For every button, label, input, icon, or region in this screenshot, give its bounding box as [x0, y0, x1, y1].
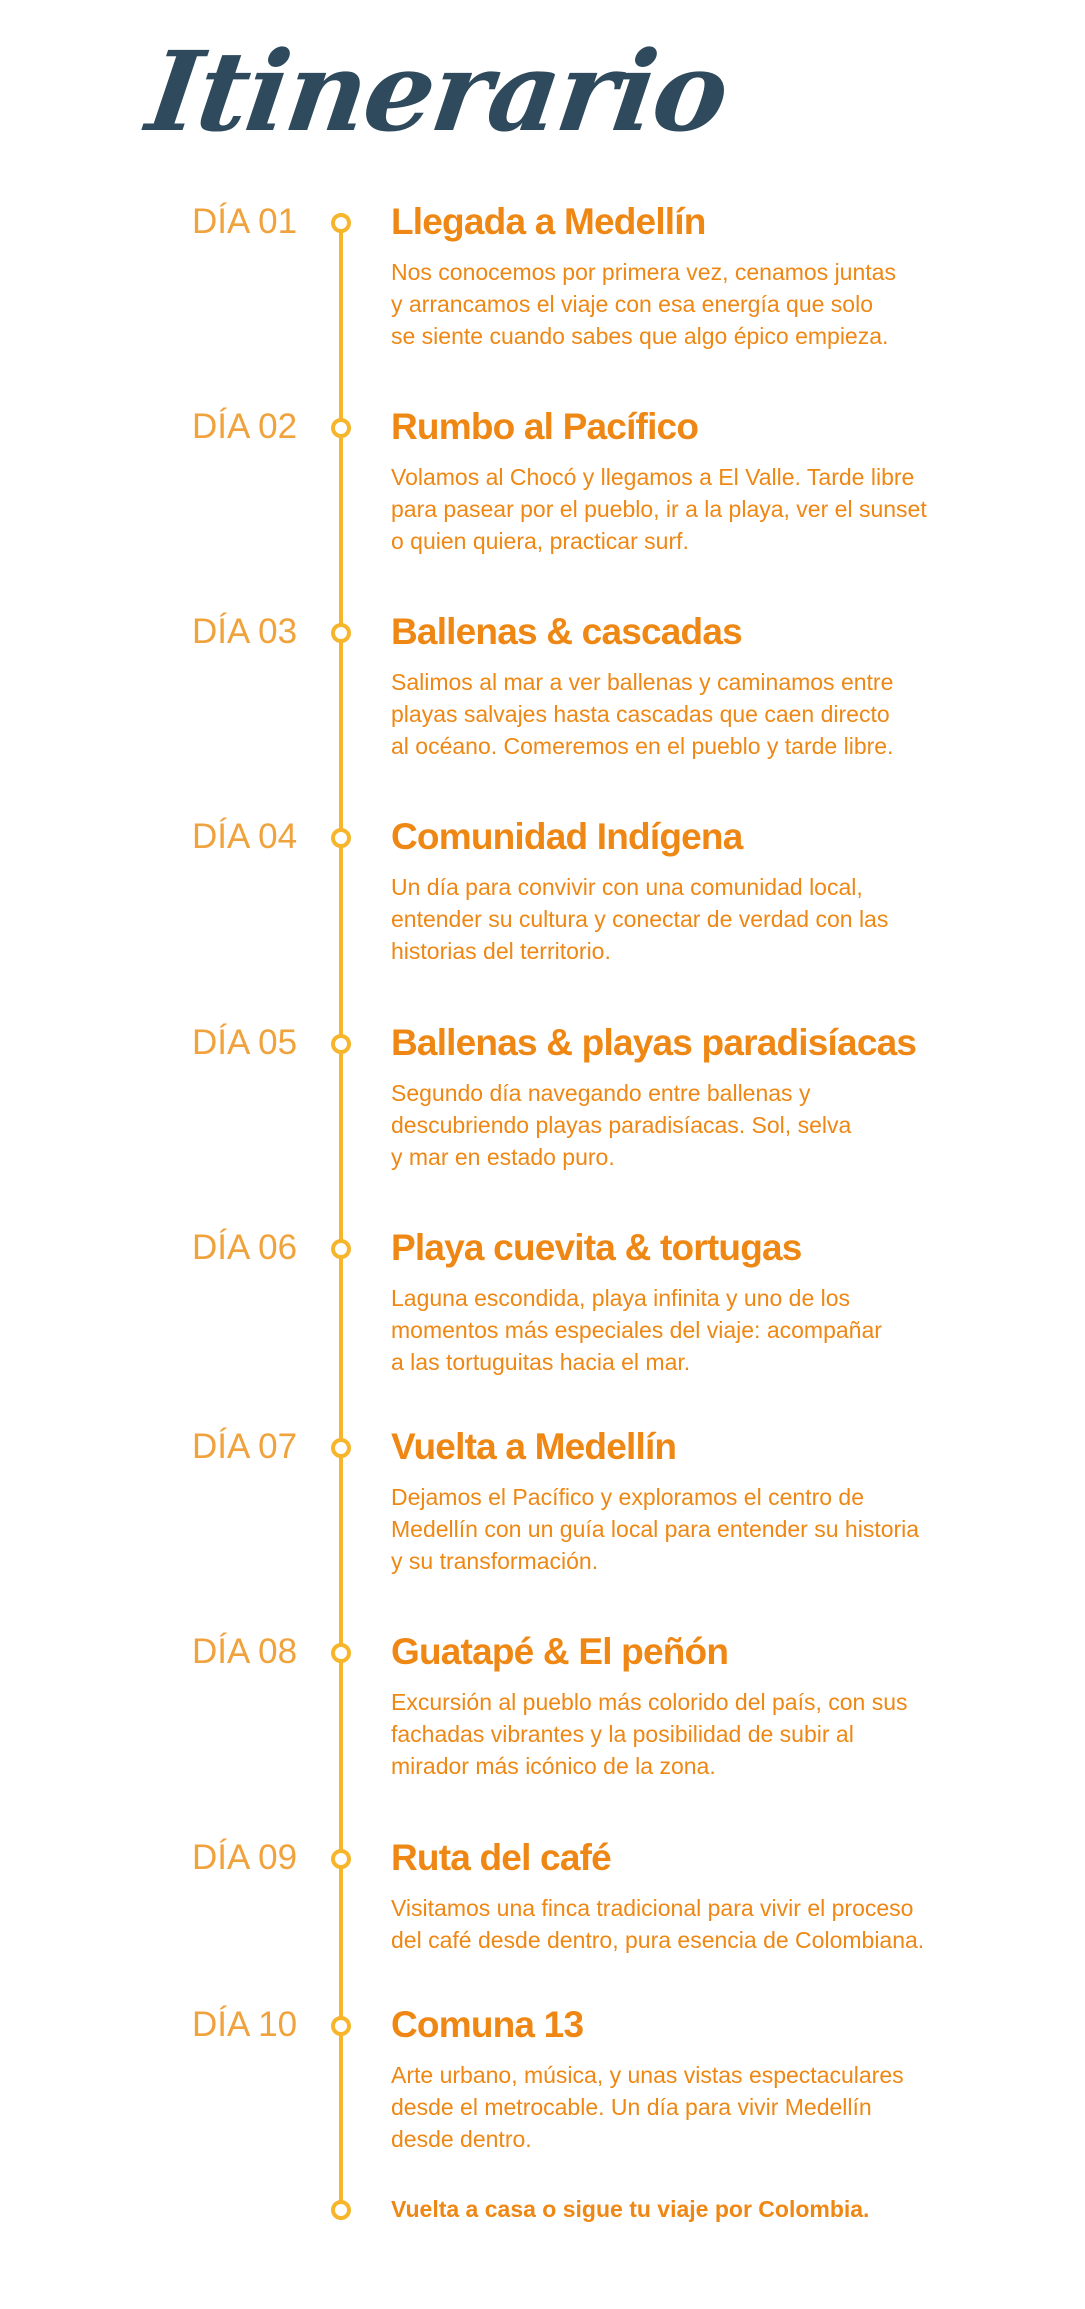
day-label: DÍA 02 — [192, 407, 298, 446]
timeline-dot-icon — [331, 1239, 351, 1259]
final-note: Vuelta a casa o sigue tu viaje por Colombia. — [391, 2196, 870, 2222]
day-label: DÍA 04 — [192, 817, 298, 856]
day-label: DÍA 05 — [192, 1023, 298, 1062]
day-title: Ballenas & cascadas — [391, 611, 742, 652]
timeline-dot-icon — [331, 1438, 351, 1458]
timeline-dot-icon — [331, 418, 351, 438]
day-title: Comunidad Indígena — [391, 816, 743, 857]
timeline-dot-icon — [331, 2016, 351, 2036]
day-description: Laguna escondida, playa infinita y uno de los momentos más especiales del viaje: acompañar a las tortuguitas hacia el mar. — [391, 1285, 882, 1375]
day-title: Rumbo al Pacífico — [391, 406, 699, 447]
timeline-dot-icon — [331, 213, 351, 233]
day-title: Llegada a Medellín — [391, 201, 706, 242]
timeline-dot-icon — [331, 1034, 351, 1054]
timeline-dot-icon — [331, 1643, 351, 1663]
day-title: Ruta del café — [391, 1837, 611, 1878]
day-description: Volamos al Chocó y llegamos a El Valle. Tarde libre para pasear por el pueblo, ir a la playa, ver el sunset o quien quiera, practicar surf. — [391, 464, 927, 554]
day-title: Ballenas & playas paradisíacas — [391, 1022, 917, 1063]
timeline-dot-icon — [331, 2200, 351, 2220]
timeline-dot-icon — [331, 623, 351, 643]
day-description: Excursión al pueblo más colorido del país, con sus fachadas vibrantes y la posibilidad de subir al mirador más icónico de la zona. — [391, 1689, 908, 1779]
day-label: DÍA 07 — [192, 1427, 298, 1466]
day-description: Segundo día navegando entre ballenas y descubriendo playas paradisíacas. Sol, selva y mar en estado puro. — [391, 1080, 852, 1170]
day-description: Arte urbano, música, y unas vistas espectaculares desde el metrocable. Un día para vivir Medellín desde dentro. — [391, 2062, 904, 2152]
day-label: DÍA 06 — [192, 1228, 298, 1267]
timeline-dot-icon — [331, 828, 351, 848]
day-label: DÍA 09 — [192, 1838, 298, 1877]
day-label: DÍA 01 — [192, 202, 298, 241]
day-title: Comuna 13 — [391, 2004, 584, 2045]
page-title: Itinerario — [140, 27, 735, 156]
timeline-line — [339, 221, 343, 2202]
day-label: DÍA 08 — [192, 1632, 298, 1671]
day-description: Un día para convivir con una comunidad local, entender su cultura y conectar de verdad con las historias del territorio. — [391, 874, 889, 964]
day-label: DÍA 03 — [192, 612, 298, 651]
day-title: Playa cuevita & tortugas — [391, 1227, 802, 1268]
day-description: Dejamos el Pacífico y exploramos el centro de Medellín con un guía local para entender su historia y su transformación. — [391, 1484, 920, 1574]
day-title: Guatapé & El peñón — [391, 1631, 729, 1672]
day-title: Vuelta a Medellín — [391, 1426, 677, 1467]
day-description: Visitamos una finca tradicional para vivir el proceso del café desde dentro, pura esencia de Colombiana. — [391, 1895, 925, 1953]
day-description: Nos conocemos por primera vez, cenamos juntas y arrancamos el viaje con esa energía que solo se siente cuando sabes que algo épico empieza. — [391, 259, 896, 349]
timeline-dot-icon — [331, 1849, 351, 1869]
day-label: DÍA 10 — [192, 2005, 298, 2044]
day-description: Salimos al mar a ver ballenas y caminamos entre playas salvajes hasta cascadas que caen directo al océano. Comeremos en el pueblo y tarde libre. — [391, 669, 894, 759]
